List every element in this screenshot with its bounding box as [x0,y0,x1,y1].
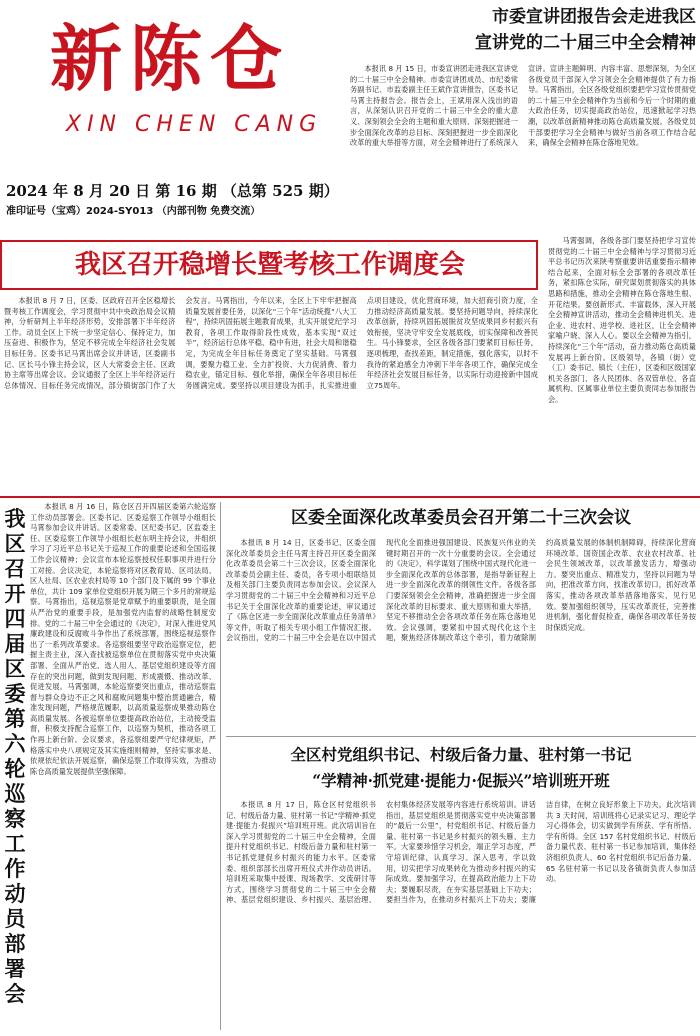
issue-line: 2024 年 8 月 20 日 第 16 期 （总第 525 期） [6,182,339,200]
banner-headline: 我区召开稳增长暨考核工作调度会 [74,250,465,280]
masthead-logo: 新陈仓 [50,16,291,101]
top-right-headline [388,4,696,56]
right-column-body [548,236,696,492]
permit-line: 准印证号（宝鸡）2024-SY013 （内部刊物 免费交流） [6,206,261,217]
inspection-article-text: 本报讯 8 月 16 日，陈仓区召开四届区委第六轮巡察工作动员部署会。区委书记、区委巡察工作领导小组组长马霄参加会议并讲话。区委常委、区纪委书记、区监委主任、区委巡察工作领导小组组长赵东明主持会议，并组织学习了习近平总书记关于巡视工作的重要论述和全国巡视工作会议精神；会议宣布本轮巡察授权任职事项并进行分工对接。会议决定，本轮巡察将对区教育局、区司法局、区人社局、区农业农村局等 10 个部门及下属的 99 个事业单位，共计 109 家单位党组织开展为期三个多月的常规巡察。马霄指出，巡视巡察是党章赋予的重要职责，是全面从严治党的重要手段，是加强党内监督的战略性制度安排。党的二十届三中全会通过的《决定》，对深入推进党风廉政建设和反腐败斗争作出了系统部署，围绕巡视巡察作出了一系列改革要求。各巡察组要坚守政治巡察定位，把握主责主业，深入查找被巡察单位在贯彻落实党中央决策部署、全面从严治党、选人用人、基层党组织建设等方面存在的突出问题，做到发现问题、形成震慑、推动改革、促进发展。马霄强调，本轮巡察要突出重点，推动巡察监督与群众身边不正之风和腐败问题集中整治贯通融合，精准发现问题，严格规范履职，以高质量巡察成果推动陈仓高质量发展。各被巡察单位要提高政治站位，主动接受监督，积极支持配合巡察工作，以巡察为契机，推动各项工作再上新台阶。会议要求，各巡察组要严守纪律规矩，严格落实中央八项规定及其实施细则精神，坚持实事求是、依规依纪依法开展巡察，确保巡察工作取得实效，为推动陈仓高质量发展提供坚强保障。 [30,502,216,776]
top-right-headline-line2: 宣讲党的二十届三中全会精神 [475,33,696,53]
section-divider-2 [226,736,696,737]
banner-article-body [4,296,538,492]
inspection-vertical-headline: 我区召开四届区委第六轮巡察工作动员部署会 [4,506,26,1006]
banner-article-text: 本报讯 8 月 7 日，区委、区政府召开全区稳增长暨考核工作调度会，学习贯彻中共中央政治局会议精神，分析研判上半年经济形势，安排部署下半年经济工作。动员全区上下统一步坚定信心、保持定力，加压奋进、积极作为，坚定不移完成全年经济社会发展目标任务。区委书记马霄出席会议并讲话，区委副书记、区长马小锋主持会议，区人大常委会主任、区政协主席等出席会议。会议通报了全区上半年经济运行总体情况、目标任务完成情况，部分镇街部门作了大会发言。马霄指出，今年以来，全区上下牢牢把握高质量发展首要任务，以深化“三个年”活动统揽“八大工程”，持续巩固拓展主题教育成果，扎实开展党纪学习教育，各项工作取得阶段性成效，基本实现“双过半”，经济运行总体平稳、稳中有进，社会大局和谐稳定，为完成全年目标任务奠定了坚实基础。马霄强调，要聚力稳工业、全力扩投资、大力促消费、着力稳农业，锚定目标、强化举措，确保全年各项目标任务圆满完成。要坚持以项目建设为抓手，扎实推进重点项目建设，优化营商环境，加大招商引资力度，全力推动经济高质量发展。要坚持问题导向，持续深化改革创新，持续巩固拓展脱贫攻坚成果同乡村振兴有效衔接，坚决守牢安全发展底线，切实保障和改善民生。马小锋要求，全区各级各部门要紧盯目标任务，逐项梳理，查找差距，制定措施，强化落实，以时不我待的紧迫感全力冲刺下半年各项工作，确保完成全年经济社会发展目标任务，以实际行动迎接新中国成立75周年。 [4,296,538,390]
top-right-headline-line1: 市委宣讲团报告会走进我区 [492,7,696,27]
column-divider [220,502,221,1030]
top-right-article-text: 本报讯 8 月 15 日，市委宣讲团走进我区宣讲党的二十届三中全会精神。市委宣讲团成员、市纪委常务副书记、市监委副主任王斌作宣讲报告，区委书记马霄主持报告会。报告会上，王斌用深入浅出的语言，从深刻认识召开党的二十届三中全会的重大意义、深刻领会全会的主题和重大原则、深刻把握进一步全面深化改革的总目标、深刻把握进一步全面深化改革的重大举措等方面，对全会精神进行了系统深入宣讲。宣讲主题鲜明、内容丰富、思想深刻，为全区各级党员干部深入学习领会全会精神提供了有力指导。马霄指出，全区各级党组织要把学习宣传贯彻党的二十届三中全会精神作为当前和今后一个时期的重大政治任务，切实提高政治站位，迅速掀起学习热潮，以改革创新精神推动陈仓高质量发展。各级党员干部要把学习全会精神与做好当前各项工作结合起来，确保全会精神在陈仓落地见效。 [350,64,696,148]
reform-article-body [226,538,696,730]
right-column-text: 马霄强调，各级各部门要坚持把学习宣传贯彻党的二十届三中全会精神与学习贯彻习近平总书记历次来陕考察重要讲话重要指示精神结合起来，全面对标全会部署的各项改革任务，紧扣陈仓实际，研究谋划贯彻落实的具体思路和措施，推动全会精神在陈仓落地生根、开花结果。要创新形式、丰富载体，深入开展全会精神宣讲活动，推动全会精神进机关、进企业、进农村、进学校、进社区，让全会精神家喻户晓、深入人心。要以全会精神为指引，持续深化“三个年”活动，奋力推动陈仓高质量发展再上新台阶。区级领导，各镇（街）党（工）委书记、镇长（主任），区委和区级国家机关各部门、各人民团体、各双管单位、各直属机构、区属事业单位主要负责同志参加报告会。 [548,236,696,404]
reform-headline: 区委全面深化改革委员会召开第二十三次会议 [291,508,631,528]
reform-article-text: 本报讯 8 月 14 日，区委书记、区委全面深化改革委员会主任马霄主持召开区委全面深化改革委员会第二十三次会议，区委全面深化改革委员会副主任、委员，各专项小组联络员及相关部门主要负责同志参加会议。会议深入学习贯彻党的二十届三中全会精神和习近平总书记关于全面深化改革的重要论述，审议通过了《陈仓区进一步全面深化改革重点任务清单》等文件，听取了相关专项小组工作情况汇报。会议指出，党的二十届三中全会是在以中国式现代化全面推进强国建设、民族复兴伟业的关键时期召开的一次十分重要的会议。全会通过的《决定》，科学谋划了围绕中国式现代化进一步全面深化改革的总体部署，是指导新征程上进一步全面深化改革的纲领性文件。各级各部门要深刻领会全会精神，准确把握进一步全面深化改革的目标要求、重大原则和重大举措，坚定不移推动全会各项改革任务在陈仓落地见效。会议强调，要紧扣中国式现代化这个主题，聚焦经济体制改革这个牵引，着力破除制约高质量发展的体制机制障碍，持续深化营商环境改革、国资国企改革、农业农村改革、社会民生领域改革，以改革激发活力、增强动力。要突出重点、精准发力，坚持以问题为导向，把准改革方向，找准改革切口，抓好改革落实，推动各项改革举措落地落实、见行见效。要加强组织领导，压实改革责任，完善推进机制，强化督促检查，确保各项改革任务按时保质完成。 [226,538,696,643]
training-headline [226,742,696,794]
training-headline-line1: 全区村党组织书记、村级后备力量、驻村第一书记 [290,745,632,764]
training-headline-line2: “学精神·抓党建·提能力·促振兴”培训班开班 [312,771,610,790]
section-divider [0,496,700,498]
training-article-text: 本报讯 8 月 17 日，陈仓区村党组织书记、村级后备力量、驻村第一书记“学精神·抓党建·提能力·促振兴”培训班开班。此次培训旨在深入学习贯彻党的二十届三中全会精神，全面提升村党组织书记、村级后备力量和驻村第一书记抓党建促乡村振兴的能力水平。区委常委、组织部部长出席开班仪式并作动员讲话。培训班采取集中授课、现场教学、交流研讨等方式，围绕学习贯彻党的二十届三中全会精神、基层党组织建设、乡村振兴、基层治理、农村集体经济发展等内容进行系统培训。讲话指出，基层党组织是贯彻落实党中央决策部署的“最后一公里”，村党组织书记、村级后备力量、驻村第一书记是乡村振兴的领头雁、主力军。大家要珍惜学习机会，端正学习态度，严守培训纪律，认真学习、深入思考、学以致用，切实把学习成果转化为推动乡村振兴的实际成效。要加强学习，在提高政治能力上下功夫；要履职尽责，在夯实基层基础上下功夫；要担当作为，在推动乡村振兴上下功夫；要廉洁自律，在树立良好形象上下功夫。此次培训共 3 天时间，培训班将心记录实记习、理论学习心得体会，切实做到学有所获、学有所悟、学有所得。全区 157 名村党组织书记、村级后备力量代表、驻村第一书记参加培训，集体经济组织负责人、60 名村党组织书记后备力量、65 名驻村第一书记以及各镇街负责人参加活动。 [226,800,696,905]
top-right-article-body [350,64,696,234]
masthead-pinyin: XIN CHEN CANG [66,112,323,137]
training-article-body [226,800,696,1030]
inspection-article-body [30,502,216,1030]
